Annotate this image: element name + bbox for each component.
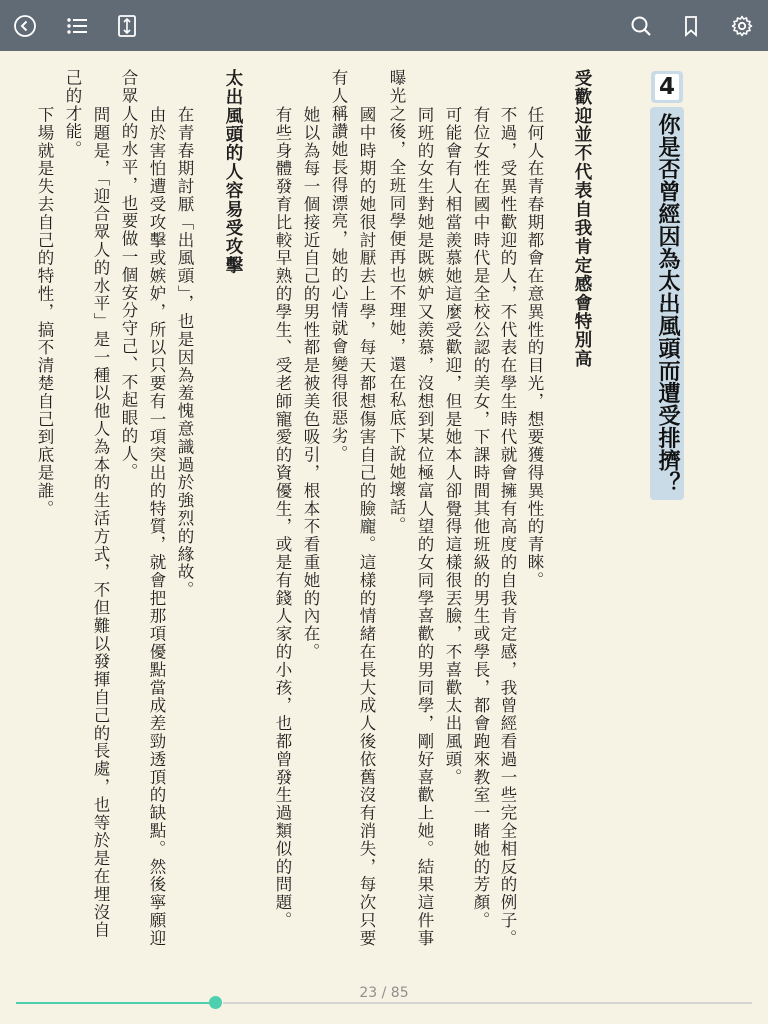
chapter-number-badge — [651, 71, 683, 103]
text-column: 不過，受異性歡迎的人，不代表在學生時代就會擁有高度的自我肯定感，我曾經看過一些完全相反的例子。 — [498, 106, 517, 948]
text-column: 有些身體發育比較早熟的學生、受老師寵愛的資優生，或是有錢人家的小孩，也都曾發生過類似的問題。 — [273, 106, 292, 930]
book-page — [0, 51, 768, 1024]
text-column: 有位女性在國中時代是全校公認的美女，下課時間其他班級的男生或學長，都會跑來教室一睹她的芳顏。 — [471, 106, 490, 930]
progress-fill — [16, 1002, 215, 1004]
progress-track[interactable] — [223, 1002, 752, 1004]
text-column: 任何人在青春期都會在意異性的目光，想要獲得異性的青睞。 — [525, 106, 544, 590]
text-column: 可能會有人相當羨慕她這麼受歡迎，但是她本人卻覺得這樣很丟臉，不喜歡太出風頭。 — [443, 106, 462, 787]
chapter-number: 4 — [655, 74, 679, 100]
section-heading: 受歡迎並不代表自我肯定感會特別高 — [572, 69, 592, 369]
text-column: 在青春期討厭「出風頭」，也是因為羞愧意識過於強烈的緣故。 — [175, 106, 194, 599]
text-column: 有人稱讚她長得漂亮，她的心情就會變得很惡劣。 — [329, 69, 348, 463]
text-column: 己的才能。 — [63, 69, 82, 159]
progress-slider-handle[interactable] — [209, 996, 222, 1009]
page-indicator: 23 / 85 — [359, 985, 409, 1001]
reader-mode-icon[interactable] — [114, 13, 140, 39]
back-icon[interactable] — [12, 13, 38, 39]
gear-icon[interactable] — [729, 13, 755, 39]
text-column: 下場就是失去自己的特性，搞不清楚自己到底是誰。 — [35, 106, 54, 518]
text-column: 合眾人的水平，也要做一個安分守己、不起眼的人。 — [119, 69, 138, 481]
footer — [0, 970, 768, 1024]
list-icon[interactable] — [64, 13, 90, 39]
text-column: 同班的女生對她是既嫉妒又羨慕，沒想到某位極富人望的女同學喜歡的男同學，剛好喜歡上她。結果這件事 — [415, 106, 434, 948]
chapter-title: 你是否曾經因為太出風頭而遭受排擠？ — [650, 107, 684, 500]
top-toolbar — [0, 0, 768, 51]
text-column: 曝光之後，全班同學便再也不理她，還在私底下說她壞話。 — [387, 69, 406, 535]
text-column: 問題是，「迎合眾人的水平」是一種以他人為本的生活方式，不但難以發揮自己的長處，也等於是在埋沒自 — [91, 106, 110, 940]
text-column: 國中時期的她很討厭去上學，每天都想傷害自己的臉龐。這樣的情緒在長大成人後依舊沒有消失，每次只要 — [357, 106, 376, 948]
search-icon[interactable] — [628, 13, 654, 39]
text-column: 她以為每一個接近自己的男性都是被美色吸引，根本不看重她的內在。 — [301, 106, 320, 661]
section-heading: 太出風頭的人容易受攻擊 — [223, 69, 243, 275]
bookmark-icon[interactable] — [678, 13, 704, 39]
text-column: 由於害怕遭受攻擊或嫉妒，所以只要有一項突出的特質，就會把那項優點當成差勁透頂的缺點。然後寧願迎 — [147, 106, 166, 948]
